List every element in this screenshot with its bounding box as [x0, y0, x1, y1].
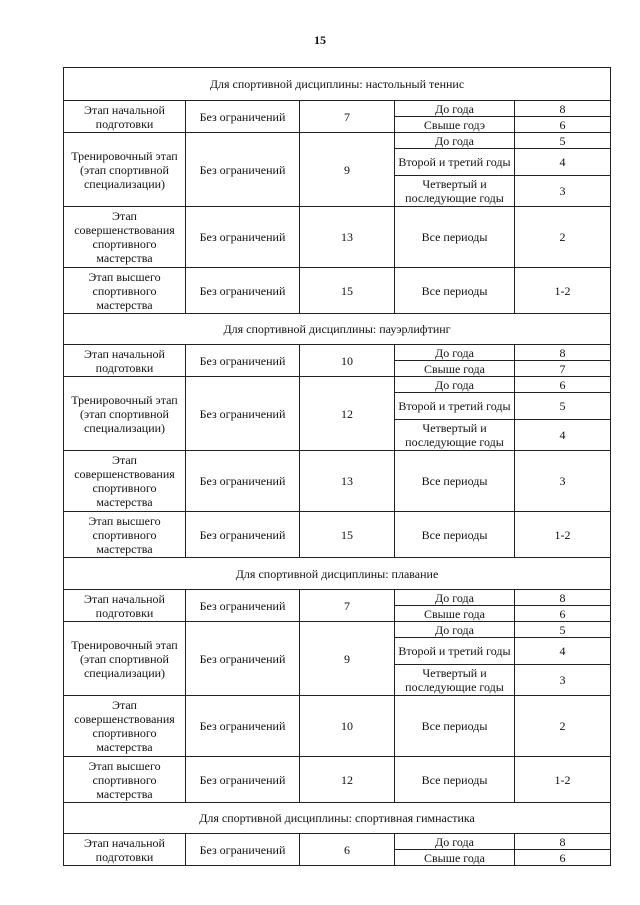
table-row	[64, 345, 611, 361]
table-row	[64, 451, 611, 512]
table-body	[64, 68, 611, 866]
training-period: До года	[395, 622, 515, 638]
stage-name: Этап начальной подготовки	[64, 590, 186, 622]
min-age: 15	[300, 512, 395, 558]
min-age: 9	[300, 133, 395, 207]
min-age: 10	[300, 696, 395, 757]
group-count: 4	[515, 638, 611, 665]
group-count: 6	[515, 606, 611, 622]
group-count: 5	[515, 393, 611, 420]
stage-name: Этап совершенствования спортивного мастерства	[64, 451, 186, 512]
stage-name: Этап начальной подготовки	[64, 345, 186, 377]
training-period: Свыше года	[395, 850, 515, 866]
table-row	[64, 757, 611, 803]
min-age: 9	[300, 622, 395, 696]
min-age: 13	[300, 207, 395, 268]
group-count: 8	[515, 345, 611, 361]
group-count: 4	[515, 420, 611, 451]
group-count: 2	[515, 207, 611, 268]
min-age: 15	[300, 268, 395, 314]
group-count: 6	[515, 850, 611, 866]
group-count: 1-2	[515, 268, 611, 314]
training-period: Все периоды	[395, 512, 515, 558]
group-count: 3	[515, 451, 611, 512]
age-limit: Без ограничений	[186, 345, 300, 377]
min-age: 12	[300, 757, 395, 803]
age-limit: Без ограничений	[186, 512, 300, 558]
age-limit: Без ограничений	[186, 377, 300, 451]
training-period: Свыше года	[395, 606, 515, 622]
training-period: Все периоды	[395, 268, 515, 314]
stage-name: Тренировочный этап (этап спортивной специализации)	[64, 622, 186, 696]
group-count: 8	[515, 590, 611, 606]
training-period: Свыше года	[395, 361, 515, 377]
table-row	[64, 377, 611, 393]
table-row	[64, 622, 611, 638]
training-period: Все периоды	[395, 757, 515, 803]
group-count: 7	[515, 361, 611, 377]
discipline-header: Для спортивной дисциплины: пауэрлифтинг	[64, 314, 611, 345]
training-period: До года	[395, 101, 515, 117]
age-limit: Без ограничений	[186, 834, 300, 866]
stage-name: Тренировочный этап (этап спортивной специализации)	[64, 133, 186, 207]
age-limit: Без ограничений	[186, 696, 300, 757]
age-limit: Без ограничений	[186, 133, 300, 207]
discipline-row	[64, 558, 611, 590]
stage-name: Этап совершенствования спортивного мастерства	[64, 207, 186, 268]
stage-name: Этап высшего спортивного мастерства	[64, 268, 186, 314]
age-limit: Без ограничений	[186, 207, 300, 268]
group-count: 1-2	[515, 757, 611, 803]
training-period: Все периоды	[395, 451, 515, 512]
discipline-header: Для спортивной дисциплины: настольный теннис	[64, 68, 611, 101]
group-count: 3	[515, 665, 611, 696]
discipline-header: Для спортивной дисциплины: плавание	[64, 558, 611, 590]
training-period: Второй и третий годы	[395, 393, 515, 420]
group-count: 5	[515, 622, 611, 638]
training-period: Второй и третий годы	[395, 638, 515, 665]
training-period: Четвертый и последующие годы	[395, 176, 515, 207]
min-age: 7	[300, 101, 395, 133]
training-period: Четвертый и последующие годы	[395, 420, 515, 451]
group-count: 8	[515, 101, 611, 117]
sports-stages-table	[63, 67, 611, 866]
training-period: Свыше годэ	[395, 117, 515, 133]
min-age: 10	[300, 345, 395, 377]
training-period: До года	[395, 345, 515, 361]
min-age: 6	[300, 834, 395, 866]
group-count: 4	[515, 149, 611, 176]
stage-name: Этап начальной подготовки	[64, 834, 186, 866]
age-limit: Без ограничений	[186, 757, 300, 803]
group-count: 2	[515, 696, 611, 757]
training-period: Все периоды	[395, 207, 515, 268]
group-count: 1-2	[515, 512, 611, 558]
age-limit: Без ограничений	[186, 451, 300, 512]
table-row	[64, 268, 611, 314]
table-row	[64, 512, 611, 558]
min-age: 12	[300, 377, 395, 451]
group-count: 5	[515, 133, 611, 149]
table-row	[64, 207, 611, 268]
table-row	[64, 133, 611, 149]
age-limit: Без ограничений	[186, 622, 300, 696]
table-row	[64, 101, 611, 117]
group-count: 8	[515, 834, 611, 850]
table-row	[64, 590, 611, 606]
age-limit: Без ограничений	[186, 590, 300, 622]
group-count: 3	[515, 176, 611, 207]
stage-name: Этап совершенствования спортивного мастерства	[64, 696, 186, 757]
stage-name: Этап высшего спортивного мастерства	[64, 757, 186, 803]
training-period: Четвертый и последующие годы	[395, 665, 515, 696]
group-count: 6	[515, 117, 611, 133]
training-period: Второй и третий годы	[395, 149, 515, 176]
training-period: До года	[395, 133, 515, 149]
page-number: 15	[314, 33, 326, 47]
training-period: До года	[395, 834, 515, 850]
group-count: 6	[515, 377, 611, 393]
min-age: 7	[300, 590, 395, 622]
discipline-row	[64, 314, 611, 345]
training-period: Все периоды	[395, 696, 515, 757]
discipline-row	[64, 803, 611, 834]
stage-name: Этап высшего спортивного мастерства	[64, 512, 186, 558]
min-age: 13	[300, 451, 395, 512]
age-limit: Без ограничений	[186, 101, 300, 133]
discipline-header: Для спортивной дисциплины: спортивная гимнастика	[64, 803, 611, 834]
stage-name: Этап начальной подготовки	[64, 101, 186, 133]
training-period: До года	[395, 377, 515, 393]
age-limit: Без ограничений	[186, 268, 300, 314]
training-period: До года	[395, 590, 515, 606]
discipline-row	[64, 68, 611, 101]
table-row	[64, 696, 611, 757]
stage-name: Тренировочный этап (этап спортивной специализации)	[64, 377, 186, 451]
table-row	[64, 834, 611, 850]
